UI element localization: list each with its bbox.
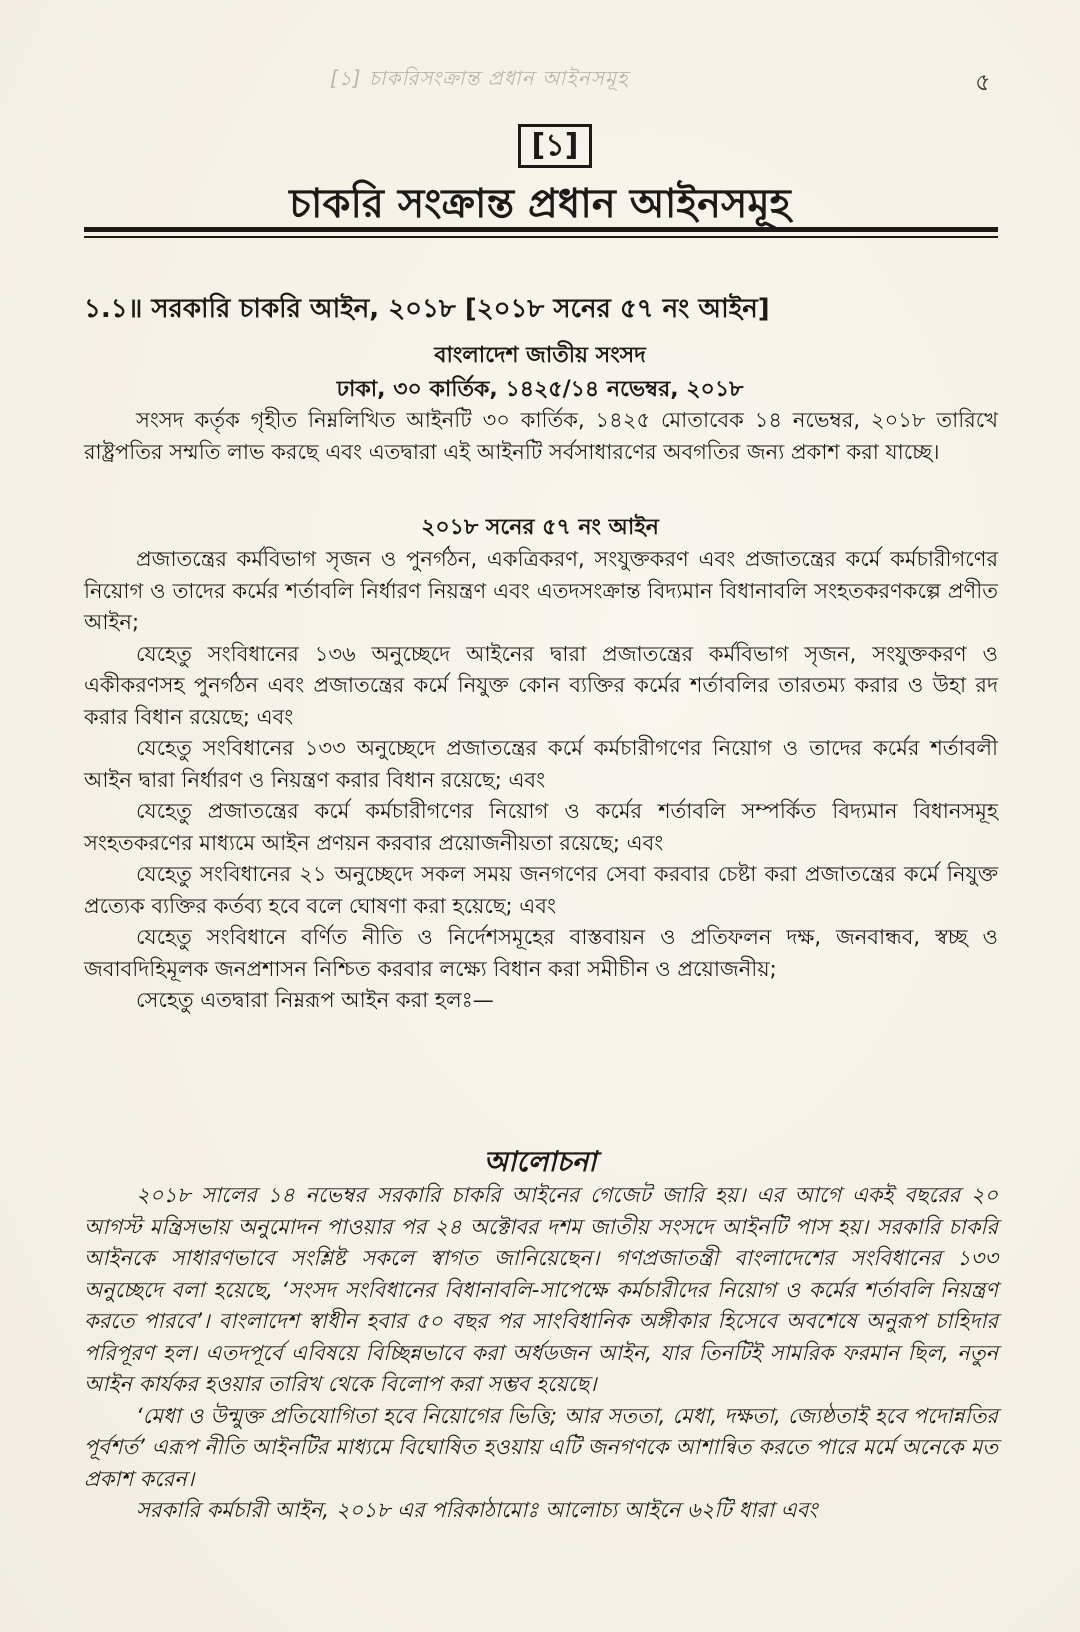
preamble-paragraph: প্রজাতন্ত্রের কর্মবিভাগ সৃজন ও পুনর্গঠন, একত্রিকরণ, সংযুক্তকরণ এবং প্রজাতন্ত্রের কর্মে কর্মচারীগণের নিয়োগ ও তাদের কর্মের শর্তাবলি নির্ধারণ নিয়ন্ত্রণ এবং এতদসংক্রান্ত বিদ্যমান বিধানাবলি সংহতকরণকল্পে প্রণীত আইন; — [84, 547, 998, 634]
preamble-paragraph: যেহেতু সংবিধানের ২১ অনুচ্ছেদে সকল সময় জনগণের সেবা করবার চেষ্টা করা প্রজাতন্ত্রের কর্মে নিযুক্ত প্রত্যেক ব্যক্তির কর্তব্য হবে বলে ঘোষণা করা হয়েছে; এবং — [84, 862, 998, 918]
title-rule-thin — [84, 236, 998, 238]
preamble-paragraph: যেহেতু সংবিধানের ১৩৩ অনুচ্ছেদে প্রজাতন্ত্রের কর্মে কর্মচারীগণের নিয়োগ ও তাদের কর্মের শর্তাবলী আইন দ্বারা নির্ধারণ ও নিয়ন্ত্রণ করার বিধান রয়েছে; এবং — [84, 736, 998, 792]
preamble-paragraph: যেহেতু সংবিধানের ১৩৬ অনুচ্ছেদে আইনের দ্বারা প্রজাতন্ত্রের কর্মবিভাগ সৃজন, সংযুক্তকরণ ও একীকরণসহ পুনর্গঠন এবং প্রজাতন্ত্রের কর্মে নিযুক্ত কোন ব্যক্তির কর্মের শর্তাবলির তারতম্য করার ও উহা রদ করার বিধান রয়েছে; এবং — [84, 641, 998, 729]
intro-block — [84, 405, 998, 468]
act-line: ২০১৮ সনের ৫৭ নং আইন — [421, 515, 659, 540]
discussion-heading: আলোচনা — [483, 1145, 597, 1178]
preamble-paragraph: যেহেতু প্রজাতন্ত্রের কর্মে কর্মচারীগণের নিয়োগ ও কর্মের শর্তাবলি সম্পর্কিত বিদ্যমান বিধানসমূহ সংহতকরণের মাধ্যমে আইন প্রণয়ন করবার প্রয়োজনীয়তা রয়েছে; এবং — [84, 799, 998, 855]
discussion-paragraph: সরকারি কর্মচারী আইন, ২০১৮ এর পরিকাঠামোঃ আলোচ্য আইনে ৬২টি ধারা এবং — [136, 1498, 818, 1522]
discussion-paragraph: ২০১৮ সালের ১৪ নভেম্বর সরকারি চাকরি আইনের গেজেট জারি হয়। এর আগে একই বছরের ২০ আগস্ট মন্ত্রিসভায় অনুমোদন পাওয়ার পর ২৪ অক্টোবর দশম জাতীয় সংসদে আইনটি পাস হয়। সরকারি চাকরি আইনকে সাধারণভাবে সংশ্লিষ্ট সকলে স্বাগত জানিয়েছেন। গণপ্রজাতন্ত্রী বাংলাদেশের সংবিধানের ১৩৩ অনুচ্ছেদে বলা হয়েছে, ‘সংসদ সংবিধানের বিধানাবলি-সাপেক্ষে কর্মচারীদের নিয়োগ ও কর্মের শর্তাবলি নিয়ন্ত্রণ করতে পারবে’। বাংলাদেশ স্বাধীন হবার ৫০ বছর পর সাংবিধানিক অঙ্গীকার হিসেবে অবশেষে অনুরূপ চাহিদার পরিপূরণ হল। এতদপূর্বে এবিষয়ে বিচ্ছিন্নভাবে করা অর্ধডজন আইন, যার তিনটিই সামরিক ফরমান ছিল, নতুন আইন কার্যকর হওয়ার তারিখ থেকে বিলোপ করা সম্ভব হয়েছে। — [84, 1183, 998, 1396]
section-heading: ১.১॥ সরকারি চাকরি আইন, ২০১৮ [২০১৮ সনের ৫৭ নং আইন] — [84, 294, 770, 324]
preamble-block — [84, 544, 998, 1017]
preamble-paragraph: যেহেতু সংবিধানে বর্ণিত নীতি ও নির্দেশসমূহের বাস্তবায়ন ও প্রতিফলন দক্ষ, জনবান্ধব, স্বচ্ছ ও জবাবদিহিমূলক জনপ্রশাসন নিশ্চিত করবার লক্ষ্যে বিধান করা সমীচীন ও প্রয়োজনীয়; — [84, 925, 998, 981]
discussion-paragraph: ‘মেধা ও উন্মুক্ত প্রতিযোগিতা হবে নিয়োগের ভিত্তি; আর সততা, মেধা, দক্ষতা, জ্যেষ্ঠতাই হবে পদোন্নতির পূর্বশর্ত’ এরূপ নীতি আইনটির মাধ্যমে বিঘোষিত হওয়ায় এটি জনগণকে আশান্বিত করতে পারে মর্মে অনেকে মত প্রকাশ করেন। — [84, 1403, 998, 1491]
page-number: ৫ — [975, 68, 991, 96]
parliament-line: বাংলাদেশ জাতীয় সংসদ — [434, 343, 646, 368]
preamble-paragraph: সেহেতু এতদ্বারা নিম্নরূপ আইন করা হলঃ— — [136, 988, 494, 1012]
chapter-number: [১] — [518, 124, 592, 168]
discussion-block — [84, 1180, 998, 1527]
date-line: ঢাকা, ৩০ কার্তিক, ১৪২৫/১৪ নভেম্বর, ২০১৮ — [336, 377, 744, 402]
bleed-through-text: [১] চাকরিসংক্রান্ত প্রধান আইনসমূহ — [330, 66, 629, 90]
chapter-title: চাকরি সংক্রান্ত প্রধান আইনসমূহ — [289, 181, 791, 227]
title-rule-thick — [84, 227, 998, 232]
intro-paragraph: সংসদ কর্তৃক গৃহীত নিম্নলিখিত আইনটি ৩০ কার্তিক, ১৪২৫ মোতাবেক ১৪ নভেম্বর, ২০১৮ তারিখে রাষ্ট্রপতির সম্মতি লাভ করছে এবং এতদ্বারা এই আইনটি সর্বসাধারণের অবগতির জন্য প্রকাশ করা যাচ্ছে। — [84, 408, 998, 464]
